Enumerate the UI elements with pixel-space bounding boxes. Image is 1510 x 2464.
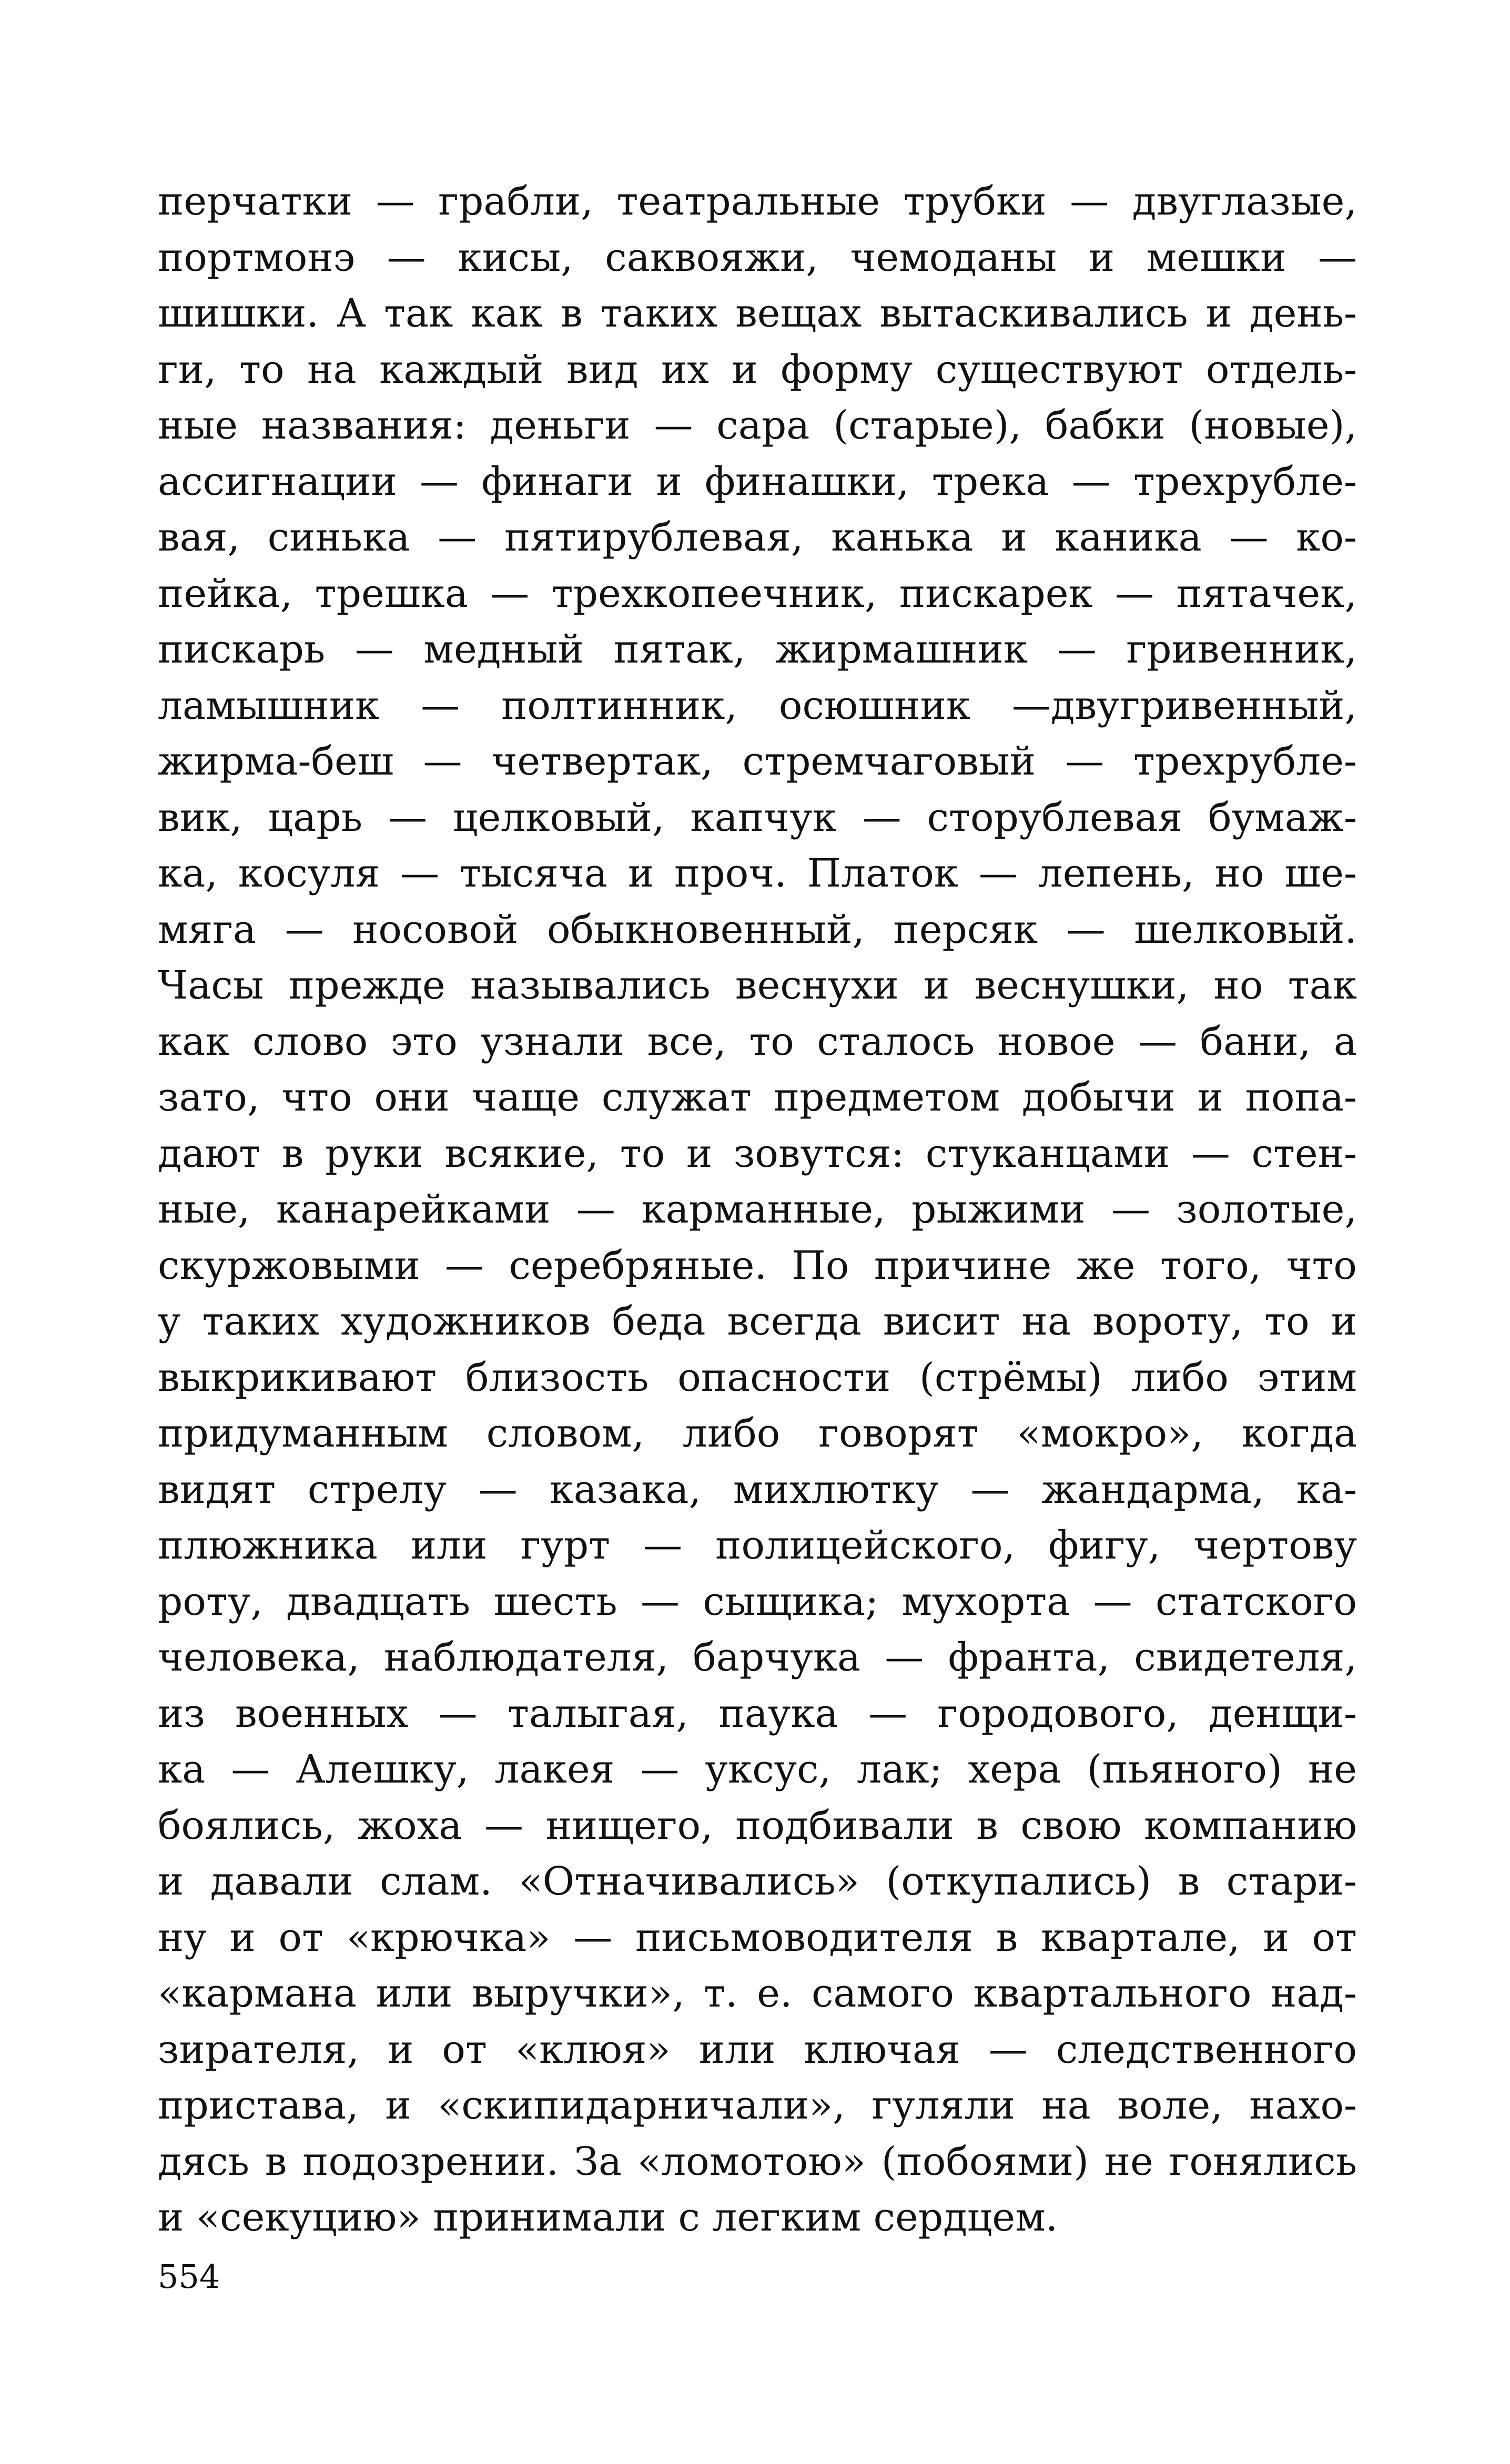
text-line: ги, то на каждый вид их и форму существуют отдель- bbox=[158, 347, 1357, 392]
text-line: ну и от «крючка» — письмоводителя в квартале, и от bbox=[158, 1915, 1357, 1960]
text-line: скуржовыми — серебряные. По причине же того, что bbox=[158, 1243, 1357, 1288]
text-line: как слово это узнали все, то сталось новое — бани, а bbox=[158, 1019, 1357, 1064]
page-number: 554 bbox=[158, 2257, 220, 2296]
text-line: человека, наблюдателя, барчука — франта, свидетеля, bbox=[158, 1635, 1357, 1680]
body-text bbox=[158, 174, 1357, 2246]
text-line: ка, косуля — тысяча и проч. Платок — лепень, но ше- bbox=[158, 851, 1357, 896]
text-line: и «секуцию» принимали с легким сердцем. bbox=[158, 2195, 1058, 2240]
text-line: мяга — носовой обыкновенный, персяк — шелковый. bbox=[158, 907, 1357, 952]
text-line: боялись, жоха — нищего, подбивали в свою компанию bbox=[158, 1803, 1357, 1848]
text-line: Часы прежде назывались веснухи и веснушки, но так bbox=[158, 963, 1357, 1008]
text-line: «кармана или выручки», т. е. самого квартального над- bbox=[158, 1971, 1357, 2016]
text-line: ные названия: деньги — сара (старые), бабки (новые), bbox=[158, 403, 1357, 448]
text-line: у таких художников беда всегда висит на вороту, то и bbox=[158, 1299, 1357, 1344]
text-line: зато, что они чаще служат предметом добычи и попа- bbox=[158, 1075, 1357, 1120]
text-line: пискарь — медный пятак, жирмашник — гривенник, bbox=[158, 627, 1357, 672]
text-line: видят стрелу — казака, михлютку — жандарма, ка- bbox=[158, 1467, 1357, 1512]
text-line: пристава, и «скипидарничали», гуляли на воле, нахо- bbox=[158, 2083, 1357, 2128]
text-line: дясь в подозрении. За «ломотою» (побоями) не гонялись bbox=[158, 2139, 1357, 2184]
text-line: пейка, трешка — трехкопеечник, пискарек — пятачек, bbox=[158, 571, 1357, 616]
text-line: шишки. А так как в таких вещах вытаскивались и день- bbox=[158, 291, 1357, 336]
text-line: придуманным словом, либо говорят «мокро», когда bbox=[158, 1411, 1357, 1456]
text-line: зирателя, и от «клюя» или ключая — следственного bbox=[158, 2027, 1357, 2072]
text-line: ка — Алешку, лакея — уксус, лак; хера (пьяного) не bbox=[158, 1747, 1357, 1792]
text-line: ные, канарейками — карманные, рыжими — золотые, bbox=[158, 1187, 1357, 1232]
text-line: роту, двадцать шесть — сыщика; мухорта — статского bbox=[158, 1579, 1357, 1624]
text-line: перчатки — грабли, театральные трубки — двуглазые, bbox=[158, 179, 1357, 224]
text-line: и давали слам. «Отначивались» (откупались) в стари- bbox=[158, 1859, 1357, 1904]
text-line: ламышник — полтинник, осюшник —двугривенный, bbox=[158, 683, 1357, 728]
text-line: вик, царь — целковый, капчук — сторублевая бумаж- bbox=[158, 795, 1357, 840]
text-line: вая, синька — пятирублевая, канька и каника — ко- bbox=[158, 515, 1357, 560]
text-line: из военных — талыгая, паука — городового, денщи- bbox=[158, 1691, 1357, 1736]
text-line: портмонэ — кисы, саквояжи, чемоданы и мешки — bbox=[158, 235, 1357, 280]
text-line: выкрикивают близость опасности (стрёмы) либо этим bbox=[158, 1355, 1357, 1400]
text-line: ассигнации — финаги и финашки, трека — трехрубле- bbox=[158, 459, 1357, 504]
text-line: жирма-беш — четвертак, стремчаговый — трехрубле- bbox=[158, 739, 1357, 784]
text-line: плюжника или гурт — полицейского, фигу, чертову bbox=[158, 1523, 1357, 1568]
text-line: дают в руки всякие, то и зовутся: стуканцами — стен- bbox=[158, 1131, 1357, 1176]
